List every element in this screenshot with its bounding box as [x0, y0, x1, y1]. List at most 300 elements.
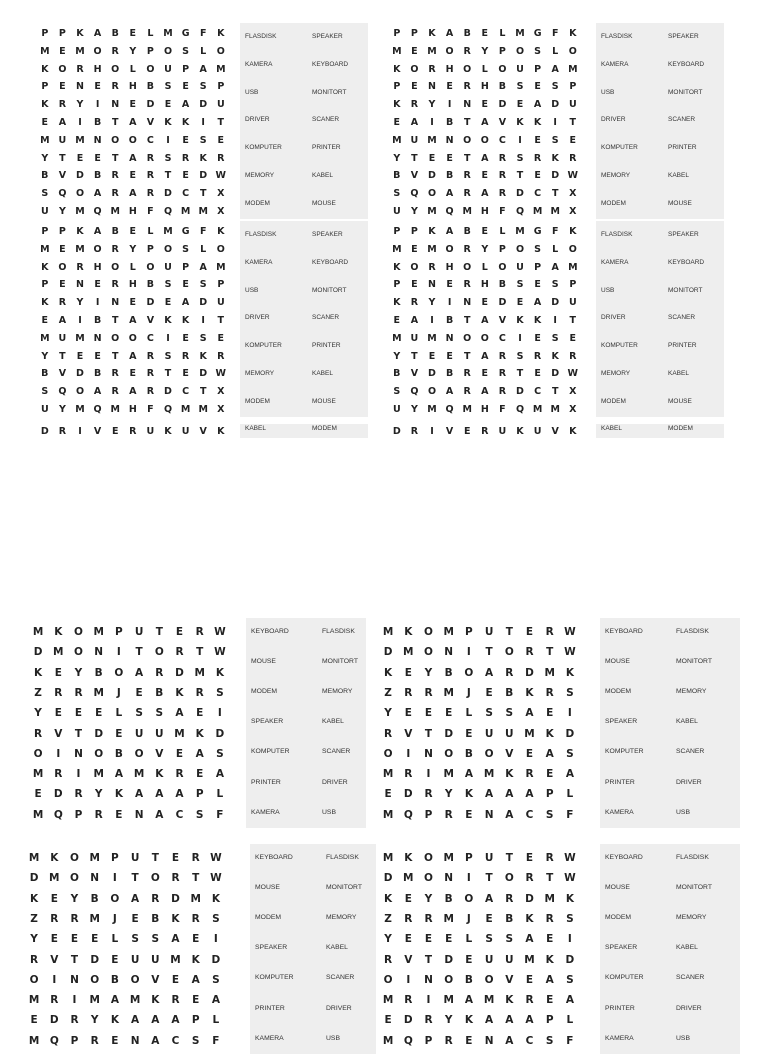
grid-letter: S	[41, 386, 49, 398]
grid-letter: A	[533, 99, 542, 111]
grid-letter: Q	[163, 404, 173, 415]
grid-letter: M	[550, 206, 560, 217]
grid-letter: T	[505, 626, 513, 638]
word-list-item: DRIVER	[322, 778, 348, 786]
grid-letter: E	[534, 134, 541, 146]
grid-letter: A	[191, 973, 200, 986]
grid-letter: Y	[384, 707, 392, 720]
grid-letter: G	[533, 226, 542, 237]
grid-letter: M	[392, 332, 402, 344]
word-list-item: MONITORT	[322, 658, 358, 666]
word-list-item: SCANER	[668, 314, 696, 322]
grid-letter: A	[151, 1034, 160, 1047]
grid-letter: D	[49, 1014, 59, 1027]
grid-letter: D	[146, 297, 155, 309]
grid-letter: U	[40, 404, 49, 415]
grid-letter: D	[525, 892, 534, 905]
grid-letter: A	[129, 117, 137, 128]
grid-letter: E	[74, 707, 83, 720]
grid-letter: P	[569, 279, 577, 291]
grid-letter: Q	[403, 1034, 413, 1047]
word-list-item: KABEL	[668, 370, 689, 377]
grid-letter: D	[211, 953, 221, 966]
word-list-item: KOMPUTER	[251, 748, 290, 756]
grid-letter: W	[564, 852, 576, 864]
grid-letter: E	[182, 134, 189, 146]
grid-letter: M	[28, 994, 40, 1007]
grid-letter: T	[569, 117, 577, 128]
grid-letter: N	[463, 297, 472, 309]
grid-letter: V	[58, 368, 67, 380]
grid-letter: U	[130, 953, 140, 966]
grid-letter: E	[445, 933, 453, 946]
grid-letter: U	[484, 727, 494, 740]
grid-letter: J	[116, 686, 121, 699]
grid-letter: D	[199, 99, 208, 111]
grid-letter: K	[384, 892, 393, 905]
grid-letter: X	[569, 404, 577, 415]
grid-letter: L	[499, 226, 506, 237]
grid-letter: E	[525, 973, 534, 986]
grid-letter: A	[131, 892, 140, 905]
grid-letter: A	[181, 297, 190, 309]
grid-letter: A	[481, 152, 489, 164]
grid-letter: B	[151, 912, 160, 925]
grid-letter: T	[217, 117, 225, 128]
grid-letter: L	[147, 28, 154, 39]
grid-letter: S	[182, 243, 190, 255]
grid-letter: O	[444, 747, 454, 760]
word-list-item: MEMORY	[245, 172, 275, 179]
grid-letter: I	[78, 425, 82, 437]
grid-letter: T	[463, 315, 471, 326]
grid-letter: V	[93, 425, 102, 437]
grid-letter: R	[146, 188, 155, 200]
grid-letter: Q	[410, 188, 419, 200]
grid-letter: L	[147, 226, 154, 237]
word-list-item: MODEM	[251, 688, 278, 696]
grid-letter: Y	[90, 1014, 99, 1027]
grid-letter: M	[216, 63, 226, 75]
grid-letter: O	[150, 872, 160, 885]
grid-letter: U	[155, 727, 164, 740]
grid-letter: W	[210, 852, 222, 864]
word-list-item: KABEL	[676, 944, 698, 952]
grid-letter: A	[464, 994, 473, 1007]
grid-letter: N	[445, 332, 454, 344]
grid-letter: D	[175, 666, 184, 679]
grid-letter: N	[76, 279, 84, 291]
grid-letter: R	[146, 386, 155, 398]
grid-letter: P	[195, 788, 204, 801]
grid-letter: D	[164, 386, 172, 398]
grid-letter: R	[545, 686, 554, 699]
grid-letter: U	[216, 297, 225, 309]
grid-letter: Y	[129, 45, 137, 57]
grid-letter: Y	[410, 404, 418, 415]
grid-letter: R	[195, 626, 204, 638]
grid-letter: K	[164, 425, 172, 437]
grid-letter: M	[75, 206, 85, 217]
word-list-item: MODEM	[601, 199, 626, 207]
grid-letter: D	[76, 170, 84, 182]
grid-letter: C	[182, 188, 190, 200]
grid-letter: R	[191, 912, 200, 925]
grid-letter: E	[59, 81, 66, 93]
grid-letter: K	[551, 350, 559, 362]
word-list-item: MEMORY	[676, 688, 707, 696]
grid-letter: X	[569, 188, 577, 200]
word-list-item: FLASDISK	[676, 854, 709, 861]
grid-letter: E	[481, 297, 489, 309]
grid-letter: E	[465, 808, 473, 821]
grid-letter: O	[216, 45, 225, 57]
grid-letter: P	[534, 63, 542, 75]
grid-letter: Y	[444, 788, 453, 801]
grid-letter: T	[516, 368, 524, 380]
grid-letter: K	[464, 1014, 473, 1027]
grid-letter: M	[515, 28, 525, 39]
grid-letter: K	[114, 788, 123, 801]
word-list-item: MEMORY	[245, 370, 275, 377]
grid-letter: R	[533, 350, 542, 362]
grid-letter: O	[515, 243, 525, 255]
grid-letter: E	[534, 81, 541, 93]
grid-letter: R	[111, 243, 119, 255]
grid-letter: S	[566, 912, 574, 925]
grid-letter: B	[445, 117, 454, 128]
grid-letter: R	[34, 727, 43, 740]
grid-letter: P	[146, 45, 154, 57]
grid-letter: B	[41, 368, 49, 380]
grid-letter: T	[516, 170, 524, 182]
word-list-item: MONITORT	[326, 884, 362, 892]
grid-letter: T	[131, 872, 139, 885]
grid-letter: A	[545, 747, 554, 760]
grid-letter: P	[217, 279, 225, 291]
grid-letter: J	[466, 686, 471, 699]
grid-letter: T	[505, 852, 513, 864]
grid-letter: T	[111, 117, 119, 128]
grid-letter: M	[382, 626, 394, 638]
grid-letter: T	[463, 152, 471, 164]
grid-letter: E	[182, 170, 189, 182]
grid-letter: E	[94, 279, 101, 291]
grid-letter: E	[129, 170, 137, 182]
grid-letter: E	[465, 727, 473, 740]
grid-letter: M	[170, 953, 181, 966]
grid-letter: E	[428, 152, 436, 164]
word-list-item: KABEL	[312, 172, 333, 179]
grid-letter: R	[70, 912, 79, 925]
grid-letter: K	[565, 666, 574, 679]
grid-letter: M	[427, 45, 437, 57]
grid-letter: M	[427, 243, 437, 255]
grid-letter: D	[383, 872, 393, 885]
grid-letter: P	[498, 45, 506, 57]
grid-letter: K	[569, 28, 577, 39]
grid-letter: M	[382, 852, 394, 864]
grid-letter: V	[58, 170, 67, 182]
grid-letter: S	[516, 152, 524, 164]
grid-letter: E	[50, 933, 58, 946]
grid-letter: O	[90, 973, 100, 986]
grid-letter: Q	[445, 404, 454, 415]
word-list-item: MOUSE	[668, 397, 692, 405]
word-list-overflow	[596, 424, 724, 438]
word-list-item: DRIVER	[676, 778, 702, 786]
grid-letter: T	[111, 315, 119, 326]
grid-letter: R	[384, 953, 393, 966]
grid-letter: B	[146, 81, 155, 93]
grid-letter: R	[146, 350, 155, 362]
grid-letter: M	[75, 134, 85, 146]
grid-letter: S	[199, 134, 207, 146]
grid-letter: R	[76, 261, 84, 273]
grid-letter: A	[135, 666, 144, 679]
grid-letter: P	[393, 81, 401, 93]
grid-letter: E	[546, 707, 554, 720]
grid-letter: M	[93, 686, 104, 699]
grid-letter: M	[93, 768, 104, 781]
grid-letter: R	[498, 350, 507, 362]
grid-letter: F	[499, 206, 506, 217]
grid-letter: M	[110, 206, 120, 217]
grid-letter: M	[524, 727, 535, 740]
grid-letter: E	[30, 1014, 38, 1027]
grid-letter: W	[567, 170, 579, 182]
grid-letter: E	[196, 768, 204, 781]
grid-letter: P	[74, 808, 83, 821]
word-list-item: KAMERA	[255, 1034, 284, 1042]
grid-letter: O	[383, 973, 393, 986]
grid-letter: H	[480, 404, 489, 415]
grid-letter: O	[111, 261, 120, 273]
grid-letter: B	[93, 368, 102, 380]
grid-letter: R	[146, 152, 155, 164]
grid-letter: A	[533, 297, 542, 309]
grid-letter: R	[463, 170, 471, 182]
grid-letter: U	[134, 626, 144, 638]
grid-letter: T	[111, 350, 119, 362]
grid-letter: N	[484, 808, 494, 821]
grid-letter: R	[498, 152, 507, 164]
grid-letter: M	[403, 872, 414, 885]
grid-letter: I	[406, 973, 411, 986]
grid-letter: R	[463, 368, 471, 380]
grid-letter: K	[41, 297, 49, 309]
grid-letter: T	[151, 852, 159, 864]
grid-letter: D	[498, 99, 507, 111]
grid-letter: A	[525, 933, 534, 946]
grid-letter: W	[210, 872, 222, 885]
word-list-item: KEYBOARD	[312, 258, 349, 266]
grid-letter: N	[444, 646, 454, 659]
grid-letter: B	[445, 368, 454, 380]
grid-letter: D	[215, 727, 225, 740]
word-list-item: FLASDISK	[326, 854, 359, 861]
grid-letter: S	[393, 386, 401, 398]
word-list-item: KOMPUTER	[605, 748, 644, 756]
grid-letter: Q	[58, 188, 67, 200]
grid-letter: A	[505, 1034, 514, 1047]
grid-letter: M	[392, 45, 402, 57]
grid-letter: U	[130, 852, 140, 864]
grid-letter: A	[175, 788, 184, 801]
grid-letter: V	[498, 315, 507, 326]
grid-letter: H	[93, 261, 102, 273]
word-list-item: MODEM	[245, 397, 270, 405]
grid-letter: T	[199, 386, 207, 398]
grid-letter: P	[182, 261, 190, 273]
grid-letter: E	[111, 425, 119, 437]
grid-letter: F	[147, 404, 154, 415]
grid-letter: E	[182, 332, 189, 344]
grid-letter: Q	[49, 1034, 59, 1047]
grid-letter: I	[430, 117, 434, 128]
grid-letter: L	[200, 243, 207, 255]
grid-letter: U	[146, 425, 155, 437]
grid-letter: O	[111, 332, 120, 344]
grid-letter: P	[534, 261, 542, 273]
grid-letter: V	[498, 117, 507, 128]
grid-letter: I	[426, 768, 431, 781]
grid-letter: M	[163, 226, 173, 237]
grid-letter: O	[424, 646, 433, 659]
word-list-item: KOMPUTER	[245, 342, 282, 350]
grid-letter: D	[428, 170, 436, 182]
grid-letter: K	[34, 666, 43, 679]
grid-letter: T	[551, 188, 559, 200]
grid-letter: M	[190, 892, 201, 905]
grid-letter: I	[430, 425, 434, 437]
grid-letter: O	[128, 332, 137, 344]
grid-letter: O	[568, 243, 577, 255]
grid-letter: S	[566, 973, 574, 986]
grid-letter: U	[498, 425, 507, 437]
grid-letter: E	[131, 912, 139, 925]
grid-letter: O	[464, 892, 474, 905]
grid-letter: E	[34, 788, 42, 801]
grid-letter: A	[110, 994, 119, 1007]
grid-letter: X	[217, 188, 225, 200]
grid-letter: R	[505, 666, 514, 679]
grid-letter: E	[59, 279, 66, 291]
grid-letter: K	[393, 261, 401, 273]
grid-letter: N	[94, 646, 104, 659]
grid-letter: C	[534, 188, 542, 200]
grid-letter: S	[545, 1034, 554, 1047]
grid-letter: S	[182, 45, 190, 57]
grid-letter: E	[428, 350, 436, 362]
word-list-item: USB	[676, 1034, 690, 1042]
grid-letter: K	[50, 852, 59, 864]
grid-letter: O	[480, 134, 489, 146]
grid-letter: M	[110, 404, 120, 415]
grid-letter: M	[198, 404, 208, 415]
grid-letter: R	[545, 912, 554, 925]
grid-letter: K	[181, 117, 190, 128]
grid-letter: F	[551, 28, 559, 39]
grid-letter: F	[551, 226, 559, 237]
grid-letter: D	[428, 368, 436, 380]
grid-letter: K	[199, 152, 207, 164]
grid-letter: C	[525, 1034, 534, 1047]
grid-letter: B	[505, 912, 514, 925]
grid-letter: O	[75, 188, 85, 200]
grid-letter: U	[392, 404, 401, 415]
grid-letter: K	[76, 28, 84, 39]
grid-letter: A	[485, 1014, 494, 1027]
grid-letter: O	[110, 892, 120, 905]
grid-letter: R	[181, 350, 190, 362]
grid-letter: M	[40, 243, 50, 255]
grid-letter: F	[147, 206, 154, 217]
grid-letter: F	[216, 808, 224, 821]
grid-letter: Y	[30, 933, 38, 946]
grid-letter: R	[217, 152, 225, 164]
grid-letter: K	[505, 768, 514, 781]
grid-letter: D	[94, 727, 104, 740]
grid-letter: E	[525, 852, 534, 864]
grid-letter: M	[133, 768, 145, 781]
grid-letter: A	[171, 1014, 180, 1027]
word-list-item: PRINTER	[605, 778, 635, 786]
grid-letter: O	[146, 63, 155, 75]
grid-letter: M	[382, 1034, 394, 1047]
word-list-item: SCANER	[676, 974, 705, 982]
grid-letter: T	[192, 872, 200, 885]
grid-letter: B	[93, 170, 102, 182]
grid-letter: E	[192, 933, 200, 946]
word-list-item: MOUSE	[255, 884, 280, 892]
word-list-item: MODEM	[255, 914, 282, 922]
grid-letter: E	[129, 28, 137, 39]
word-list-item: SCANER	[326, 974, 355, 982]
grid-letter: E	[516, 99, 524, 111]
word-list-item: SPEAKER	[312, 33, 343, 40]
grid-letter: N	[424, 747, 433, 760]
word-list-item: DRIVER	[601, 116, 626, 124]
grid-letter: G	[533, 28, 542, 39]
grid-letter: T	[196, 646, 204, 659]
word-list-item: USB	[676, 808, 690, 816]
grid-letter: R	[74, 686, 83, 699]
grid-letter: D	[565, 727, 575, 740]
grid-letter: E	[111, 1034, 119, 1047]
grid-letter: A	[481, 117, 489, 128]
grid-letter: F	[499, 404, 506, 415]
word-list-item: FLASDISK	[322, 628, 355, 635]
grid-letter: I	[567, 933, 572, 946]
grid-letter: T	[74, 727, 83, 740]
grid-letter: E	[481, 170, 489, 182]
grid-letter: G	[181, 28, 190, 39]
grid-letter: A	[565, 768, 574, 781]
grid-letter: P	[58, 226, 66, 237]
grid-letter: K	[164, 117, 172, 128]
grid-letter: M	[32, 808, 44, 821]
grid-letter: D	[76, 368, 84, 380]
grid-letter: B	[94, 666, 103, 679]
grid-letter: H	[445, 261, 454, 273]
word-list-item: FLASDISK	[245, 231, 277, 238]
grid-letter: M	[163, 28, 173, 39]
grid-letter: P	[191, 1014, 200, 1027]
word-list-item: FLASDISK	[676, 628, 709, 635]
grid-letter: S	[545, 808, 554, 821]
grid-letter: R	[498, 188, 507, 200]
